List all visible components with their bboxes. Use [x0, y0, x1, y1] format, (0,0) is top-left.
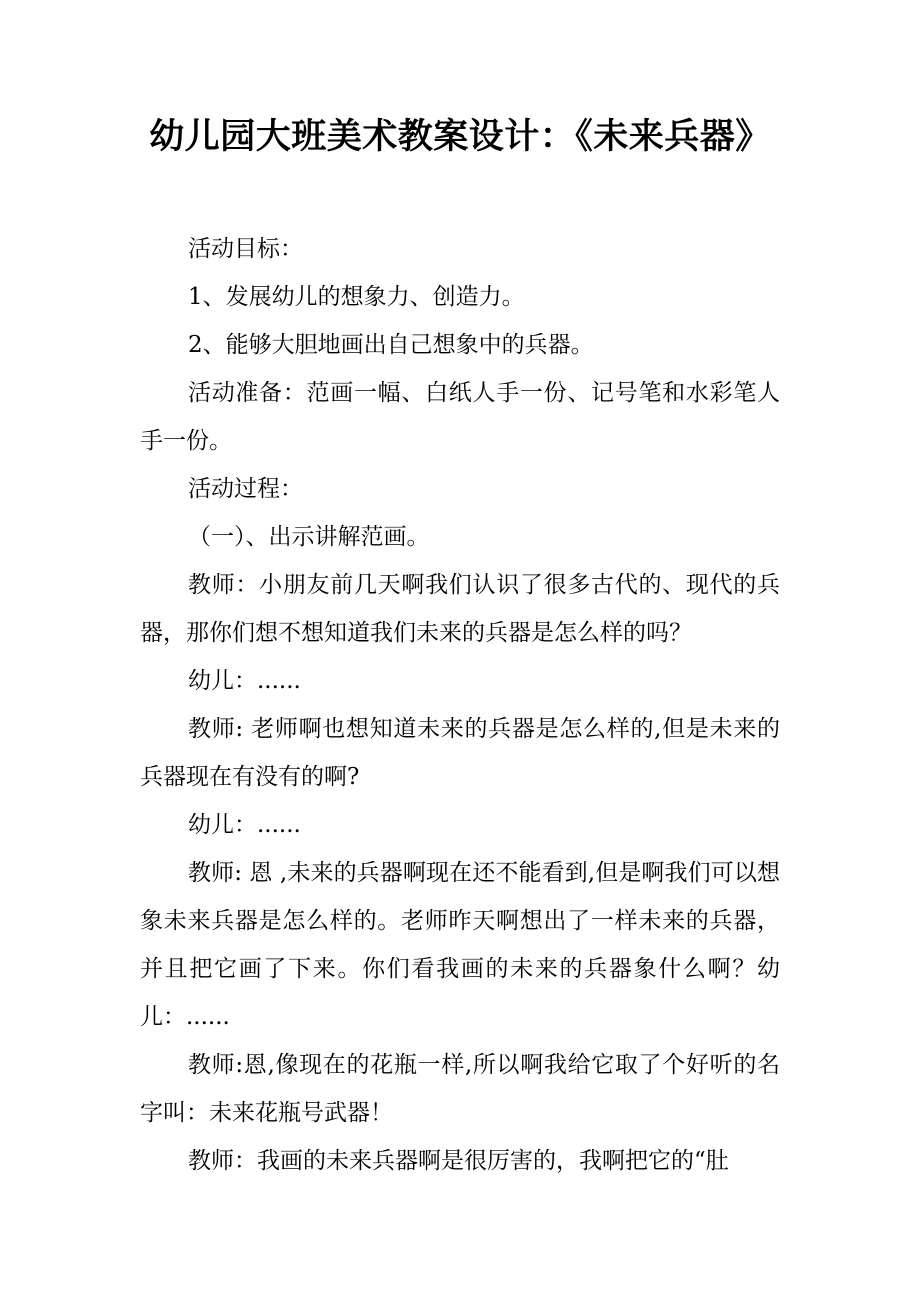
paragraph-child-2: 幼儿：......: [188, 812, 301, 838]
paragraph-teacher-3: 教师: 恩 ,未来的兵器啊现在还不能看到,但是啊我们可以想象未来兵器是怎么样的。老师昨天啊想出了一样未来的兵器，并且把它画了下来。你们看我画的未来的兵器象什么啊？幼儿：......: [140, 860, 780, 1030]
paragraph-step-1: （一）、出示讲解范画。: [188, 524, 430, 550]
paragraph-child-1: 幼儿：......: [188, 668, 301, 694]
paragraph-teacher-4: 教师:恩,像现在的花瓶一样,所以啊我给它取了个好听的名字叫：未来花瓶号武器！: [140, 1052, 780, 1126]
paragraph-teacher-2: 教师: 老师啊也想知道未来的兵器是怎么样的,但是未来的兵器现在有没有的啊?: [140, 716, 780, 790]
paragraph-teacher-1: 教师：小朋友前几天啊我们认识了很多古代的、现代的兵器，那你们想不想知道我们未来的兵器是怎么样的吗？: [140, 572, 780, 646]
document-body: [140, 225, 780, 1185]
paragraph-objective-1: 1、发展幼儿的想象力、创造力。: [188, 284, 525, 310]
paragraph-process-heading: 活动过程：: [188, 476, 303, 502]
paragraph-preparation: 活动准备：范画一幅、白纸人手一份、记号笔和水彩笔人手一份。: [140, 380, 780, 454]
paragraph-teacher-5: 教师：我画的未来兵器啊是很厉害的，我啊把它的“肚: [188, 1148, 729, 1174]
paragraph-objectives-heading: 活动目标：: [188, 236, 303, 262]
paragraph-objective-2: 2、能够大胆地画出自己想象中的兵器。: [188, 332, 594, 358]
document-title: 幼儿园大班美术教案设计：《未来兵器》: [149, 116, 771, 157]
